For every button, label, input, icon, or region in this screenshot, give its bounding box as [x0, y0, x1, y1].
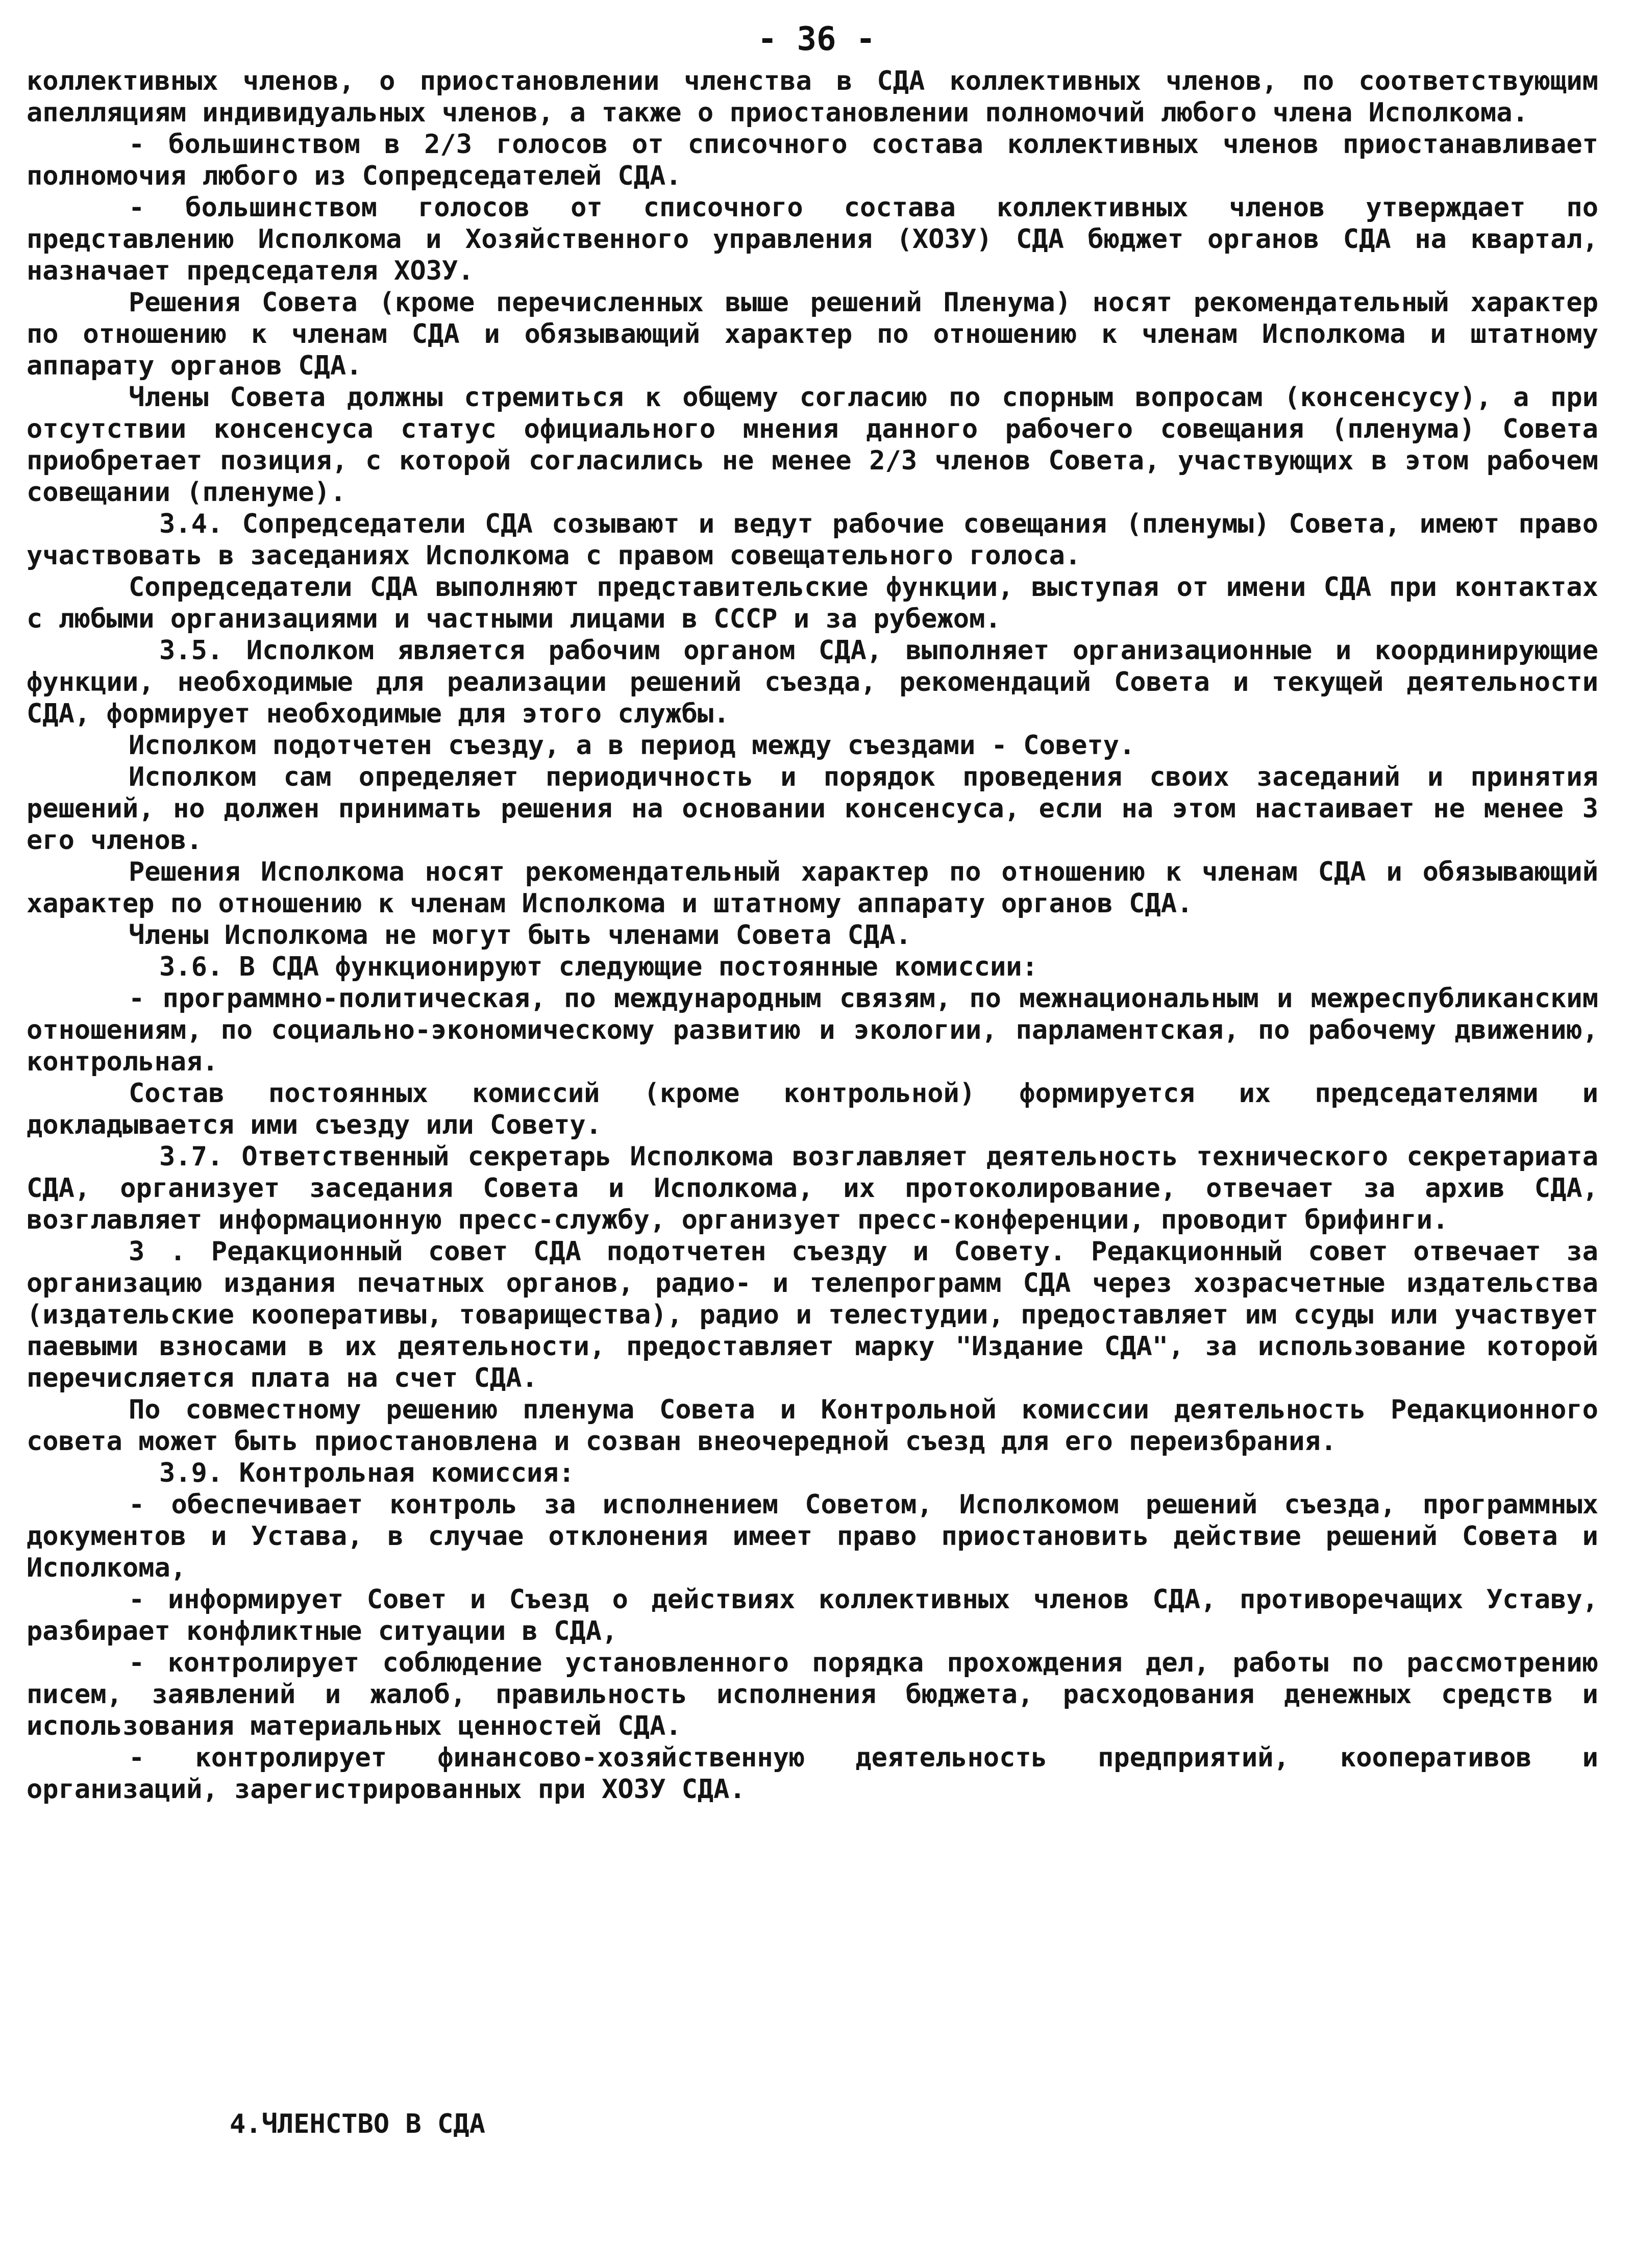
paragraph: - обеспечивает контроль за исполнением Советом, Исполкомом решений съезда, программных документов и Устава, в случае отклонения имеет право приостановить действие решений Совета и Исполкома, [27, 1489, 1598, 1583]
paragraph: Члены Исполкома не могут быть членами Совета СДА. [129, 920, 912, 951]
paragraph: 3.4. Сопредседатели СДА созывают и ведут рабочие совещания (пленумы) Совета, имеют право участвовать в заседаниях Исполкома с правом совещательного голоса. [27, 509, 1598, 571]
page-number: - 36 - [757, 20, 876, 58]
paragraph: По совместному решению пленума Совета и Контрольной комиссии деятельность Редакционного совета может быть приостановлена и созван внеочередной съезд для его переизбрания. [27, 1394, 1598, 1457]
paragraph: - информирует Совет и Съезд о действиях коллективных членов СДА, противоречащих Уставу, разбирает конфликтные ситуации в СДА, [27, 1584, 1598, 1647]
paragraph: - программно-политическая, по международным связям, по межнациональным и межреспубликанским отношениям, по социально-экономическому развитию и экологии, парламентская, по рабочему движению, контрольная. [27, 983, 1598, 1077]
paragraph: 3.7. Ответственный секретарь Исполкома возглавляет деятельность технического секретариата СДА, организует заседания Совета и Исполкома, их протоколирование, отвечает за архив СДА, возглавляет информационную пресс-службу, организует пресс-конференции, проводит брифинги. [27, 1141, 1598, 1235]
paragraph: коллективных членов, о приостановлении членства в СДА коллективных членов, по соответствующим апелляциям индивидуальных членов, а также о приостановлении полномочий любого члена Исполкома. [27, 66, 1598, 128]
paragraph: Исполком подотчетен съезду, а в период между съездами - Совету. [129, 730, 1135, 761]
paragraph: 3 . Редакционный совет СДА подотчетен съезду и Совету. Редакционный совет отвечает за организацию издания печатных органов, радио- и телепрограмм СДА через хозрасчетные издательства (издательские кооперативы, товарищества), радио и телестудии, предоставляет им ссуды или участвует паевыми взносами в их деятельности, предоставляет марку "Издание СДА", за использование которой перечисляется плата на счет СДА. [27, 1236, 1598, 1393]
paragraph: - контролирует финансово-хозяйственную деятельность предприятий, кооперативов и организаций, зарегистрированных при ХОЗУ СДА. [27, 1742, 1598, 1805]
paragraph: 3.5. Исполком является рабочим органом СДА, выполняет организационные и координирующие функции, необходимые для реализации решений съезда, рекомендаций Совета и текущей деятельности СДА, формирует необходимые для этого службы. [27, 635, 1598, 729]
paragraph: Решения Исполкома носят рекомендательный характер по отношению к членам СДА и обязывающий характер по отношению к членам Исполкома и штатному аппарату органов СДА. [27, 857, 1598, 919]
paragraph: Члены Совета должны стремиться к общему согласию по спорным вопросам (консенсусу), а при отсутствии консенсуса статус официального мнения данного рабочего совещания (пленума) Совета приобретает позиция, с которой согласились не менее 2/3 членов Совета, участвующих в этом рабочем совещании (пленуме). [27, 382, 1598, 508]
paragraph: Сопредседатели СДА выполняют представительские функции, выступая от имени СДА при контактах с любыми организациями и частными лицами в СССР и за рубежом. [27, 572, 1598, 634]
paragraph: - большинством в 2/3 голосов от списочного состава коллективных членов приостанавливает полномочия любого из Сопредседателей СДА. [27, 129, 1598, 191]
section-heading: 4.ЧЛЕНСТВО В СДА [230, 2109, 485, 2139]
paragraph: Исполком сам определяет периодичность и порядок проведения своих заседаний и принятия решений, но должен принимать решения на основании консенсуса, если на этом настаивает не менее 3 его членов. [27, 762, 1598, 856]
paragraph: - контролирует соблюдение установленного порядка прохождения дел, работы по рассмотрению писем, заявлений и жалоб, правильность исполнения бюджета, расходования денежных средств и использования материальных ценностей СДА. [27, 1648, 1598, 1741]
paragraph: 3.9. Контрольная комиссия: [159, 1458, 575, 1488]
body-text [27, 65, 1598, 1805]
paragraph: 3.6. В СДА функционируют следующие постоянные комиссии: [159, 952, 1038, 982]
paragraph: - большинством голосов от списочного состава коллективных членов утверждает по представлению Исполкома и Хозяйственного управления (ХОЗУ) СДА бюджет органов СДА на квартал, назначает председателя ХОЗУ. [27, 192, 1598, 286]
paragraph: Решения Совета (кроме перечисленных выше решений Пленума) носят рекомендательный характер по отношению к членам СДА и обязывающий характер по отношению к членам Исполкома и штатному аппарату органов СДА. [27, 287, 1598, 381]
paragraph: Состав постоянных комиссий (кроме контрольной) формируется их председателями и докладывается ими съезду или Совету. [27, 1078, 1598, 1140]
